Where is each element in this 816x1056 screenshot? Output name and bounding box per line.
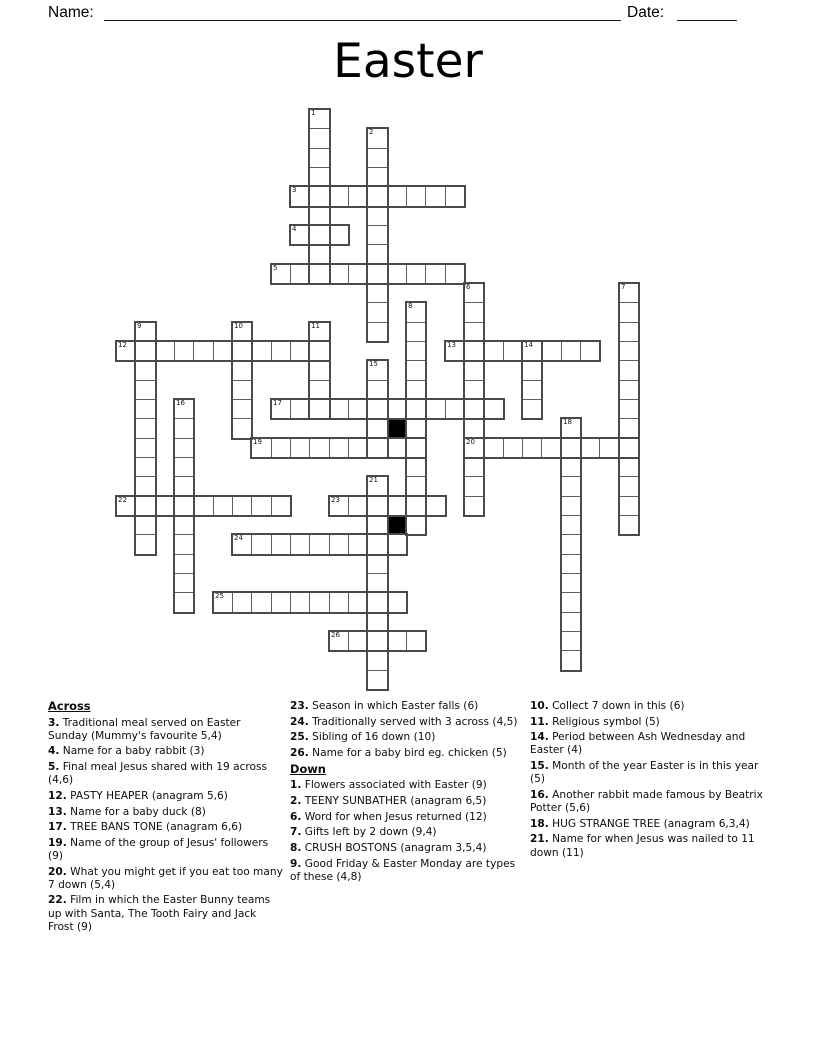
grid-cell[interactable] (503, 438, 523, 458)
clue-number: 15. (530, 760, 549, 773)
grid-cell[interactable] (367, 283, 388, 303)
grid-cell[interactable] (309, 534, 330, 555)
clue-20: 20. What you might get if you eat too many 7 down (5,4) (48, 865, 283, 891)
grid-cell[interactable] (309, 186, 330, 207)
cell-number: 14 (524, 341, 533, 349)
grid-cell[interactable] (193, 496, 214, 516)
clue-number: 9. (290, 857, 302, 870)
cell-number: 1 (311, 109, 316, 117)
grid-cell[interactable] (367, 380, 388, 400)
grid-cell[interactable] (367, 670, 388, 690)
grid-cell[interactable] (135, 380, 156, 400)
clue-4: 4. Name for a baby rabbit (3) (48, 745, 205, 758)
grid-cell[interactable] (135, 534, 156, 555)
grid-cell[interactable] (290, 438, 310, 458)
grid-cell[interactable] (561, 573, 581, 593)
grid-cell[interactable] (155, 341, 175, 361)
grid-cell[interactable] (367, 534, 388, 555)
grid-cell[interactable] (309, 206, 330, 226)
cell-number: 9 (137, 322, 142, 330)
clue-number: 22. (48, 894, 67, 907)
grid-cell[interactable] (116, 341, 136, 361)
grid-cell[interactable] (445, 186, 465, 207)
grid-cell[interactable] (309, 148, 330, 168)
cell-number: 25 (215, 592, 224, 600)
grid-cell[interactable] (367, 631, 388, 651)
grid-cell[interactable] (561, 534, 581, 555)
clue-number: 13. (48, 805, 67, 818)
grid-cell[interactable] (619, 399, 639, 419)
clue-16: 16. Another rabbit made famous by Beatrix Potter (5,6) (530, 788, 763, 815)
cell-number: 4 (292, 225, 297, 233)
grid-cell[interactable] (619, 302, 639, 323)
grid-cell[interactable] (174, 418, 194, 439)
grid-cell[interactable] (251, 341, 272, 361)
grid-cell[interactable] (387, 264, 407, 284)
grid-cell[interactable] (367, 322, 388, 342)
grid-cell[interactable] (309, 167, 330, 187)
grid-cell[interactable] (367, 399, 388, 419)
cell-number: 19 (253, 438, 262, 446)
grid-cell[interactable] (464, 322, 484, 342)
clue-22: 22. Film in which the Easter Bunny teams up with Santa, The Tooth Fairy and Jack Frost (9) (48, 894, 271, 933)
grid-cell[interactable] (348, 631, 368, 651)
grid-cell[interactable] (406, 322, 426, 342)
grid-cell[interactable] (290, 186, 310, 207)
grid-cell[interactable] (309, 128, 330, 149)
grid-cell[interactable] (174, 399, 194, 419)
grid-cell[interactable] (367, 225, 388, 245)
clue-number: 24. (290, 715, 309, 728)
grid-cell[interactable] (367, 128, 388, 149)
clue-24: 24. Traditionally served with 3 across (4,5) (290, 715, 518, 728)
grid-cell[interactable] (309, 225, 330, 245)
black-cell (387, 515, 407, 535)
grid-cell[interactable] (387, 186, 407, 207)
clue-13: 13. Name for a baby duck (8) (48, 805, 206, 818)
clue-11: 11. Religious symbol (5) (530, 715, 660, 728)
crossword-grid (116, 109, 640, 691)
grid-cell[interactable] (464, 283, 484, 303)
grid-cell[interactable] (174, 534, 194, 555)
clue-25: 25. Sibling of 16 down (10) (290, 731, 436, 744)
grid-cell[interactable] (619, 380, 639, 400)
clue-number: 8. (290, 842, 302, 855)
cell-number: 22 (118, 496, 127, 504)
cell-number: 26 (331, 631, 340, 639)
grid-cell[interactable] (367, 302, 388, 323)
grid-cell[interactable] (619, 438, 639, 458)
cell-number: 6 (466, 283, 471, 291)
grid-cell[interactable] (464, 399, 484, 419)
grid-cell[interactable] (367, 438, 388, 458)
grid-cell[interactable] (116, 496, 136, 516)
grid-cell[interactable] (271, 534, 291, 555)
grid-cell[interactable] (561, 438, 581, 458)
grid-cell[interactable] (367, 573, 388, 593)
grid-cell[interactable] (406, 496, 426, 516)
grid-cell[interactable] (464, 457, 484, 477)
grid-cell[interactable] (387, 438, 407, 458)
cell-number: 15 (369, 360, 378, 368)
grid-cell[interactable] (367, 515, 388, 535)
grid-cell[interactable] (309, 322, 330, 342)
grid-cell[interactable] (290, 592, 310, 613)
grid-cell[interactable] (522, 341, 542, 361)
clue-19: 19. Name of the group of Jesus' followers (9) (48, 836, 269, 862)
grid-cell[interactable] (271, 264, 291, 284)
cell-number: 10 (234, 322, 243, 330)
grid-cell[interactable] (232, 360, 252, 381)
grid-cell[interactable] (464, 302, 484, 323)
clue-3: 3. Traditional meal served on Easter Sunday (Mummy's favourite 5,4) (48, 716, 241, 742)
date-line (677, 3, 737, 21)
grid-cell[interactable] (174, 592, 194, 613)
grid-cell[interactable] (367, 167, 388, 187)
grid-cell[interactable] (135, 457, 156, 477)
cell-number: 2 (369, 128, 374, 136)
grid-cell[interactable] (406, 631, 426, 651)
grid-cell[interactable] (174, 554, 194, 574)
grid-cell[interactable] (503, 341, 523, 361)
clue-number: 21. (530, 833, 549, 846)
grid-cell[interactable] (174, 573, 194, 593)
clue-5: 5. Final meal Jesus shared with 19 across (4,6) (48, 761, 268, 787)
clue-number: 26. (290, 747, 309, 760)
grid-cell[interactable] (309, 109, 330, 129)
grid-cell[interactable] (580, 341, 600, 361)
grid-cell[interactable] (271, 438, 291, 458)
grid-cell[interactable] (425, 496, 446, 516)
grid-cell[interactable] (387, 631, 407, 651)
grid-cell[interactable] (406, 302, 426, 323)
grid-cell[interactable] (135, 438, 156, 458)
grid-cell[interactable] (309, 360, 330, 381)
grid-cell[interactable] (445, 399, 465, 419)
grid-cell[interactable] (232, 496, 252, 516)
grid-cell[interactable] (135, 515, 156, 535)
grid-cell[interactable] (232, 418, 252, 439)
clue-2: 2. TEENY SUNBATHER (anagram 6,5) (290, 795, 487, 808)
clue-number: 2. (290, 795, 302, 808)
down-heading: Down (290, 761, 326, 776)
grid-cell[interactable] (309, 244, 330, 265)
grid-cell[interactable] (232, 380, 252, 400)
grid-cell[interactable] (483, 438, 504, 458)
clue-number: 10. (530, 700, 549, 712)
clue-number: 17. (48, 821, 67, 834)
grid-cell[interactable] (406, 476, 426, 497)
grid-cell[interactable] (367, 186, 388, 207)
grid-cell[interactable] (599, 438, 620, 458)
cell-number: 17 (273, 399, 282, 407)
grid-cell[interactable] (406, 380, 426, 400)
cell-number: 11 (311, 322, 320, 330)
clue-number: 18. (530, 817, 549, 830)
name-label: Name: (48, 4, 94, 21)
clue-number: 3. (48, 716, 60, 729)
grid-cell[interactable] (464, 418, 484, 439)
clue-21: 21. Name for when Jesus was nailed to 11 down (11) (530, 833, 755, 859)
grid-cell[interactable] (290, 264, 310, 284)
name-line (104, 3, 621, 21)
cell-number: 8 (408, 302, 413, 310)
grid-cell[interactable] (348, 496, 368, 516)
grid-cell[interactable] (561, 554, 581, 574)
grid-cell[interactable] (464, 341, 484, 361)
clue-number: 6. (290, 810, 302, 823)
grid-cell[interactable] (329, 225, 349, 245)
grid-cell[interactable] (406, 399, 426, 419)
grid-cell[interactable] (174, 341, 194, 361)
grid-cell[interactable] (406, 438, 426, 458)
grid-cell[interactable] (464, 496, 484, 516)
cell-number: 13 (447, 341, 456, 349)
clues-column-3 (530, 700, 765, 862)
grid-cell[interactable] (561, 515, 581, 535)
grid-cell[interactable] (329, 438, 349, 458)
grid-cell[interactable] (213, 341, 233, 361)
grid-cell[interactable] (387, 592, 407, 613)
grid-cell[interactable] (367, 496, 388, 516)
grid-cell[interactable] (329, 631, 349, 651)
grid-cell[interactable] (387, 534, 407, 555)
grid-cell[interactable] (406, 360, 426, 381)
grid-cell[interactable] (135, 418, 156, 439)
grid-cell[interactable] (464, 360, 484, 381)
grid-cell[interactable] (232, 534, 252, 555)
grid-cell[interactable] (232, 341, 252, 361)
grid-cell[interactable] (135, 399, 156, 419)
clue-number: 12. (48, 789, 67, 802)
grid-cell[interactable] (522, 399, 542, 419)
grid-cell[interactable] (464, 380, 484, 400)
clue-17: 17. TREE BANS TONE (anagram 6,6) (48, 821, 243, 834)
grid-cell[interactable] (135, 496, 156, 516)
grid-cell[interactable] (329, 264, 349, 284)
grid-cell[interactable] (387, 399, 407, 419)
grid-cell[interactable] (174, 496, 194, 516)
grid-cell[interactable] (406, 515, 426, 535)
grid-cell[interactable] (348, 592, 368, 613)
grid-cell[interactable] (561, 612, 581, 632)
grid-cell[interactable] (348, 264, 368, 284)
grid-cell[interactable] (619, 341, 639, 361)
grid-cell[interactable] (232, 399, 252, 419)
grid-cell[interactable] (619, 457, 639, 477)
grid-cell[interactable] (213, 592, 233, 613)
grid-cell[interactable] (290, 399, 310, 419)
grid-cell[interactable] (367, 418, 388, 439)
grid-cell[interactable] (309, 380, 330, 400)
grid-cell[interactable] (329, 496, 349, 516)
grid-cell[interactable] (309, 341, 330, 361)
clue-9: 9. Good Friday & Easter Monday are types of these (4,8) (290, 857, 516, 883)
grid-cell[interactable] (135, 341, 156, 361)
grid-cell[interactable] (232, 322, 252, 342)
clue-6: 6. Word for when Jesus returned (12) (290, 810, 487, 823)
grid-cell[interactable] (619, 515, 639, 535)
grid-cell[interactable] (251, 534, 272, 555)
grid-cell[interactable] (522, 380, 542, 400)
cell-number: 12 (118, 341, 127, 349)
clues-column-1 (48, 700, 283, 936)
grid-cell[interactable] (367, 612, 388, 632)
clue-number: 5. (48, 761, 60, 774)
grid-cell[interactable] (174, 515, 194, 535)
clue-number: 4. (48, 745, 60, 758)
grid-cell[interactable] (290, 341, 310, 361)
grid-cell[interactable] (619, 322, 639, 342)
cell-number: 7 (621, 283, 626, 291)
grid-cell[interactable] (329, 399, 349, 419)
grid-cell[interactable] (348, 399, 368, 419)
clue-number: 7. (290, 826, 302, 839)
cell-number: 3 (292, 186, 297, 194)
grid-cell[interactable] (290, 534, 310, 555)
clue-7: 7. Gifts left by 2 down (9,4) (290, 826, 437, 839)
cell-number: 23 (331, 496, 340, 504)
grid-cell[interactable] (367, 264, 388, 284)
grid-cell[interactable] (541, 341, 562, 361)
grid-cell[interactable] (561, 476, 581, 497)
grid-cell[interactable] (406, 341, 426, 361)
grid-cell[interactable] (174, 457, 194, 477)
clue-number: 19. (48, 836, 67, 849)
grid-cell[interactable] (483, 399, 504, 419)
across-heading: Across (48, 699, 91, 713)
grid-cell[interactable] (619, 476, 639, 497)
grid-cell[interactable] (193, 341, 214, 361)
grid-cell[interactable] (309, 264, 330, 284)
grid-cell[interactable] (406, 457, 426, 477)
grid-cell[interactable] (367, 554, 388, 574)
grid-cell[interactable] (445, 264, 465, 284)
grid-cell[interactable] (561, 650, 581, 671)
clue-23: 23. Season in which Easter falls (6) (290, 700, 479, 712)
clue-number: 14. (530, 731, 549, 744)
clue-18: 18. HUG STRANGE TREE (anagram 6,3,4) (530, 817, 750, 830)
cell-number: 5 (273, 264, 278, 272)
black-cell (387, 418, 407, 439)
grid-cell[interactable] (329, 534, 349, 555)
grid-cell[interactable] (348, 438, 368, 458)
grid-cell[interactable] (619, 283, 639, 303)
grid-cell[interactable] (251, 592, 272, 613)
grid-cell[interactable] (271, 399, 291, 419)
clue-14: 14. Period between Ash Wednesday and Easter (4) (530, 731, 746, 757)
grid-cell[interactable] (251, 438, 272, 458)
grid-cell[interactable] (348, 534, 368, 555)
grid-cell[interactable] (367, 244, 388, 265)
grid-cell[interactable] (309, 592, 330, 613)
clue-26: 26. Name for a baby bird eg. chicken (5) (290, 747, 507, 760)
grid-cell[interactable] (174, 438, 194, 458)
grid-cell[interactable] (271, 592, 291, 613)
grid-cell[interactable] (483, 341, 504, 361)
grid-cell[interactable] (135, 476, 156, 497)
grid-cell[interactable] (213, 496, 233, 516)
grid-cell[interactable] (406, 264, 426, 284)
grid-cell[interactable] (541, 438, 562, 458)
grid-cell[interactable] (367, 148, 388, 168)
grid-cell[interactable] (232, 592, 252, 613)
grid-cell[interactable] (464, 438, 484, 458)
cell-number: 16 (176, 399, 185, 407)
clue-15: 15. Month of the year Easter is in this year (5) (530, 760, 759, 786)
grid-cell[interactable] (135, 322, 156, 342)
grid-cell[interactable] (425, 264, 446, 284)
grid-cell[interactable] (367, 650, 388, 671)
clue-8: 8. CRUSH BOSTONS (anagram 3,5,4) (290, 842, 487, 855)
puzzle-title: Easter (333, 34, 483, 89)
clue-number: 1. (290, 779, 302, 792)
date-label: Date: (627, 4, 665, 21)
grid-cell[interactable] (406, 418, 426, 439)
clue-number: 25. (290, 731, 309, 744)
cell-number: 24 (234, 534, 243, 542)
grid-cell[interactable] (445, 341, 465, 361)
grid-cell[interactable] (271, 496, 291, 516)
grid-cell[interactable] (561, 457, 581, 477)
grid-cell[interactable] (561, 418, 581, 439)
grid-cell[interactable] (464, 476, 484, 497)
grid-cell[interactable] (329, 592, 349, 613)
grid-cell[interactable] (271, 341, 291, 361)
clue-number: 23. (290, 700, 309, 712)
clue-number: 16. (530, 788, 549, 801)
grid-cell[interactable] (425, 186, 446, 207)
grid-cell[interactable] (367, 206, 388, 226)
grid-cell[interactable] (135, 360, 156, 381)
grid-cell[interactable] (309, 438, 330, 458)
grid-cell[interactable] (348, 186, 368, 207)
grid-cell[interactable] (425, 399, 446, 419)
clue-10: 10. Collect 7 down in this (6) (530, 700, 685, 712)
grid-cell[interactable] (619, 496, 639, 516)
clue-12: 12. PASTY HEAPER (anagram 5,6) (48, 789, 228, 802)
grid-cell[interactable] (580, 438, 600, 458)
clues-column-2 (290, 700, 525, 887)
grid-cell[interactable] (367, 476, 388, 497)
grid-cell[interactable] (251, 496, 272, 516)
clue-number: 20. (48, 865, 67, 878)
grid-cell[interactable] (561, 592, 581, 613)
grid-cell[interactable] (619, 418, 639, 439)
grid-cell[interactable] (406, 186, 426, 207)
grid-cell[interactable] (619, 360, 639, 381)
grid-cell[interactable] (174, 476, 194, 497)
cell-number: 18 (563, 418, 572, 426)
grid-cell[interactable] (561, 496, 581, 516)
cell-number: 20 (466, 438, 475, 446)
grid-cell[interactable] (522, 438, 542, 458)
grid-cell[interactable] (561, 341, 581, 361)
grid-cell[interactable] (561, 631, 581, 651)
cell-number: 21 (369, 476, 378, 484)
grid-cell[interactable] (522, 360, 542, 381)
grid-cell[interactable] (367, 592, 388, 613)
clue-1: 1. Flowers associated with Easter (9) (290, 779, 487, 792)
grid-cell[interactable] (155, 496, 175, 516)
clue-number: 11. (530, 715, 549, 728)
grid-cell[interactable] (387, 496, 407, 516)
grid-cell[interactable] (329, 186, 349, 207)
grid-cell[interactable] (367, 360, 388, 381)
grid-cell[interactable] (309, 399, 330, 419)
grid-cell[interactable] (290, 225, 310, 245)
